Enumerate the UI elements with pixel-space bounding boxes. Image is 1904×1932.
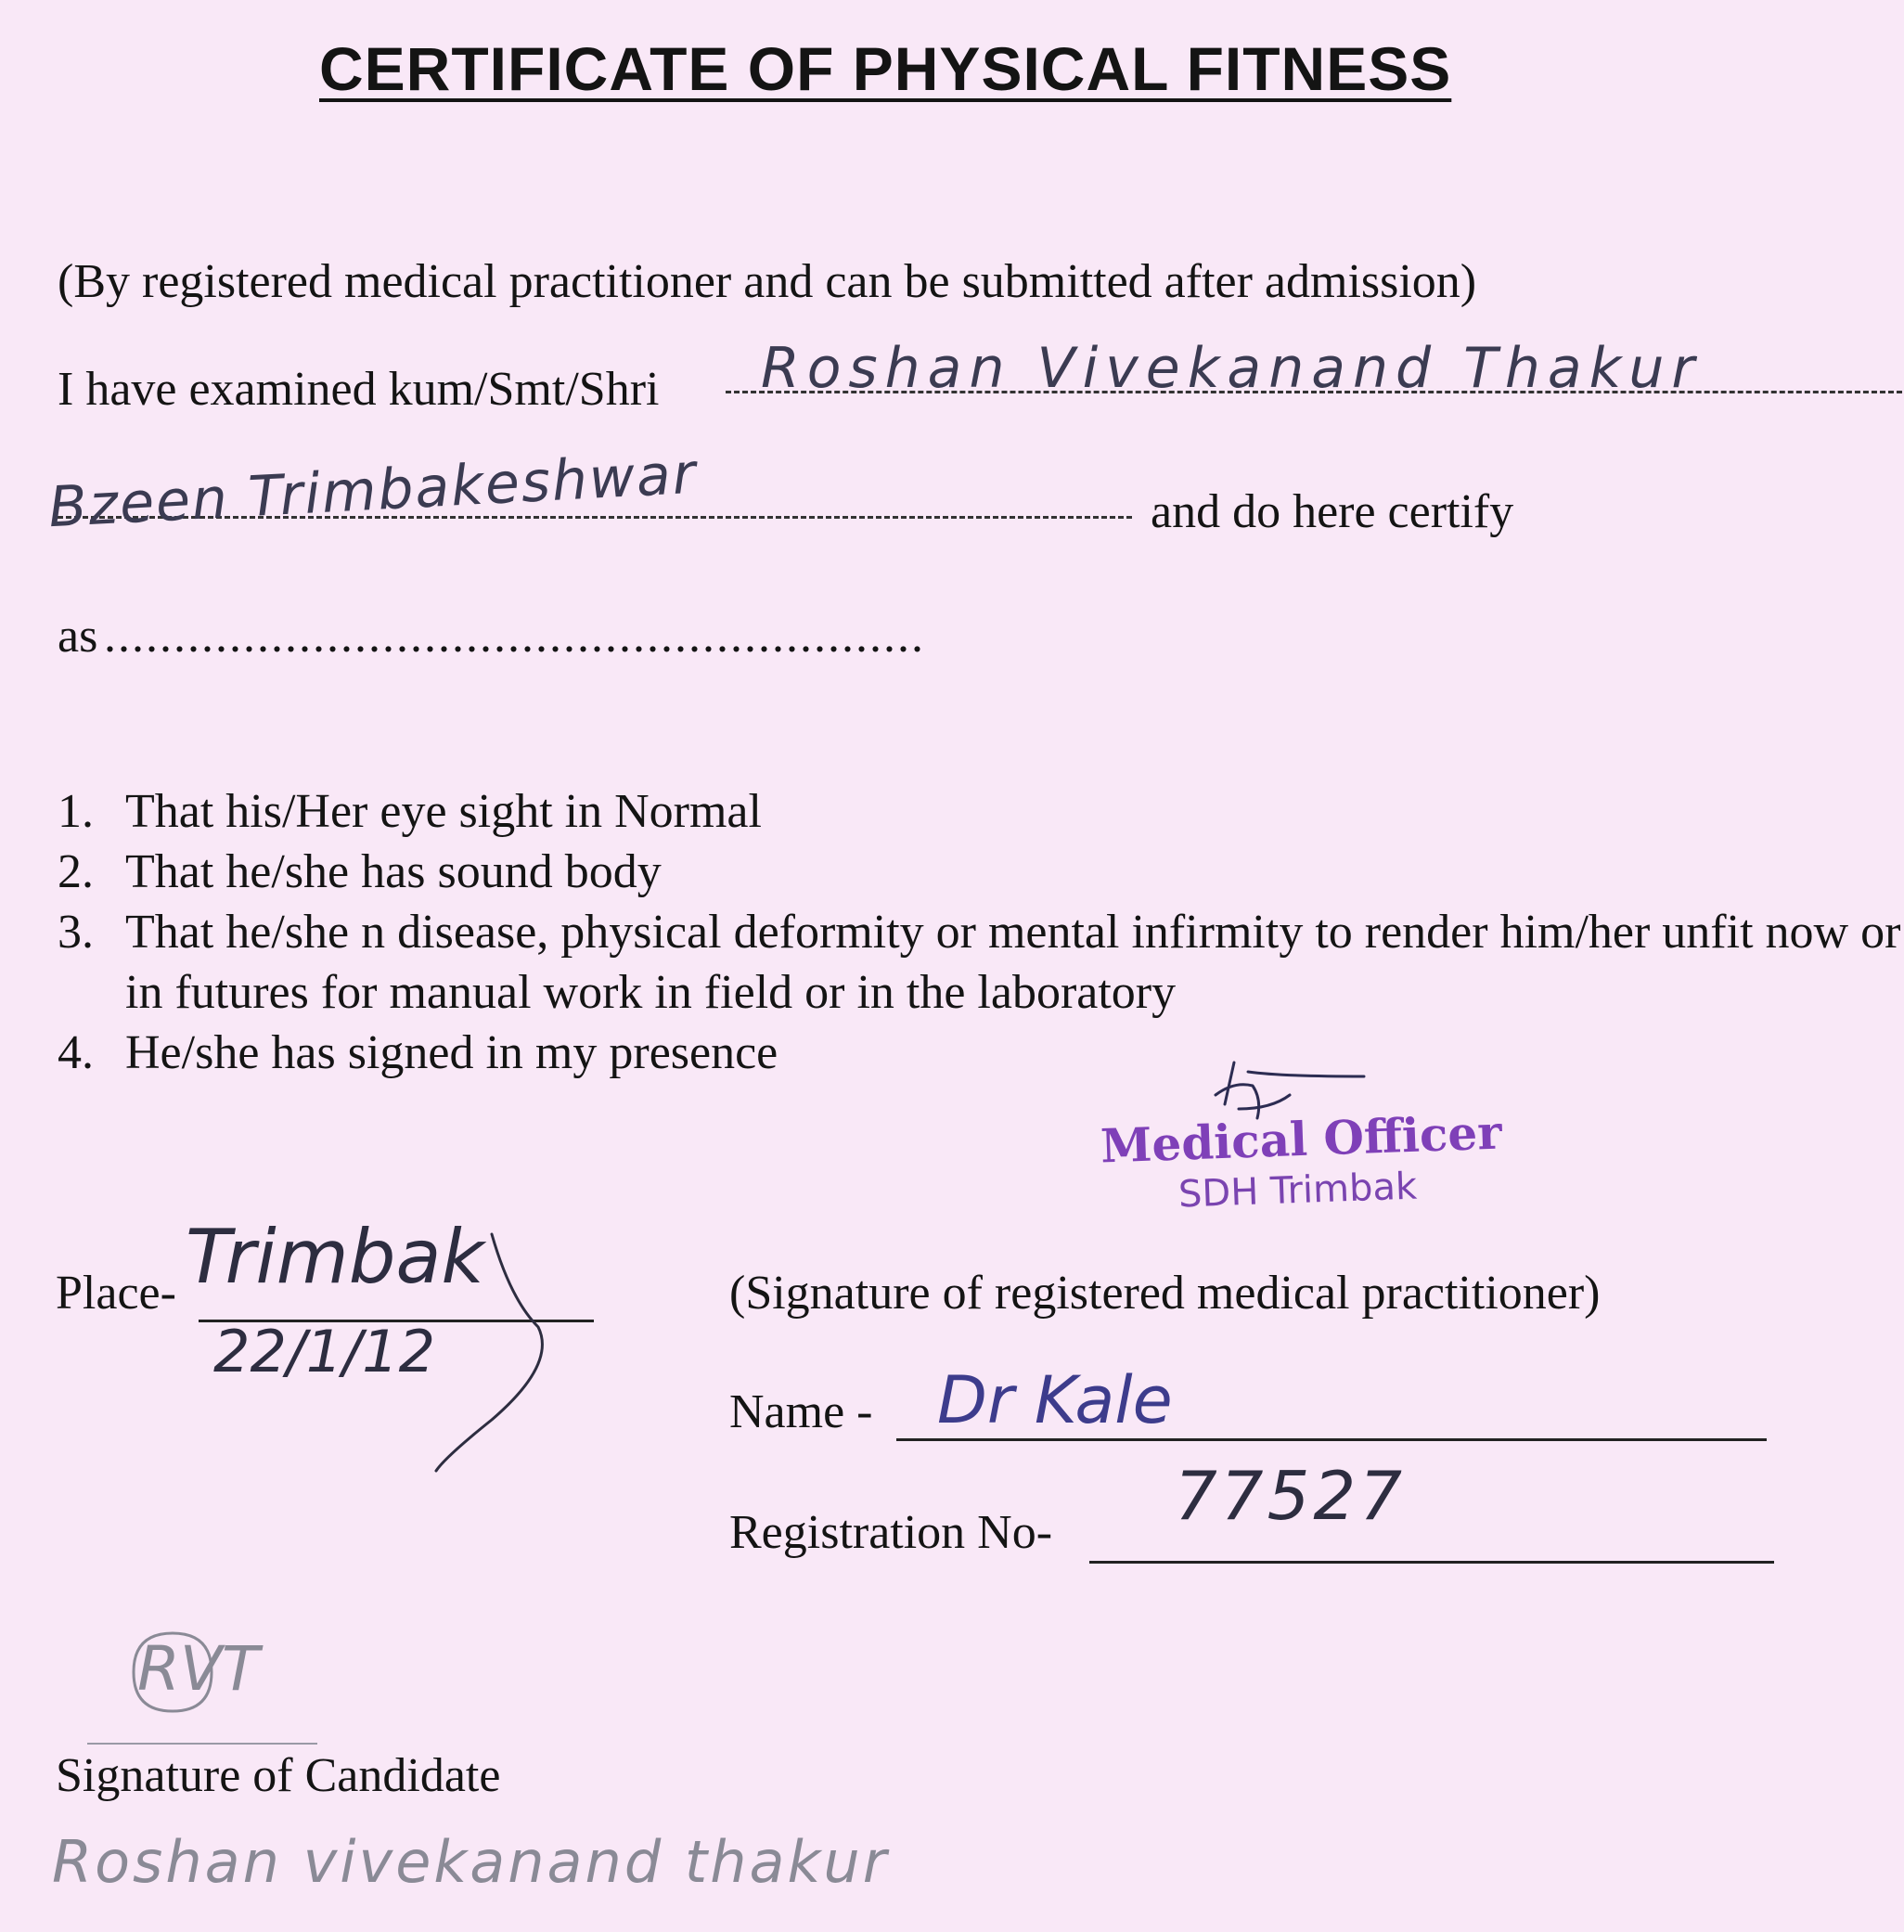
certificate-title: CERTIFICATE OF PHYSICAL FITNESS (319, 34, 1452, 103)
list-item-text: That he/she n disease, physical deformity or mental infirmity to render him/her unfit now or in futures for manual work in field or in the laboratory (125, 906, 1901, 1019)
candidate-name-handwritten: Roshan vivekanand thakur (52, 1828, 890, 1896)
place-handwritten: Trimbak (186, 1214, 484, 1300)
date-handwritten: 22/1/12 (213, 1318, 436, 1385)
list-item-number: 4. (58, 1026, 94, 1079)
name-label: Name - (729, 1385, 873, 1438)
address-handwritten: Bzeen Trimbakeshwar (46, 441, 700, 541)
list-item-number: 2. (58, 845, 94, 898)
candidate-signature-label: Signature of Candidate (56, 1749, 501, 1802)
list-item-text: He/she has signed in my presence (125, 1026, 778, 1079)
list-item-number: 1. (58, 785, 94, 838)
candidate-initials-circle (126, 1626, 219, 1719)
list-item-number: 3. (58, 906, 94, 959)
list-item-text: That his/Her eye sight in Normal (125, 785, 762, 838)
stamp-title: Medical Officer (1100, 1104, 1503, 1174)
stamp-subtitle: SDH Trimbak (1177, 1165, 1418, 1217)
registration-label: Registration No- (729, 1506, 1053, 1559)
as-dotted-line: ........................................................... (104, 610, 925, 663)
registration-line (1089, 1561, 1774, 1564)
examined-prefix: I have examined kum/Smt/Shri (58, 363, 660, 416)
candidate-signature-line (87, 1743, 317, 1745)
practitioner-signature-label: (Signature of registered medical practitioner) (729, 1267, 1601, 1320)
subtitle: (By registered medical practitioner and can be submitted after admission) (58, 255, 1477, 308)
as-label: as (58, 610, 98, 663)
name-handwritten: Dr Kale (937, 1362, 1173, 1438)
examined-name-handwritten: Roshan Vivekanand Thakur (761, 336, 1703, 401)
registration-handwritten: 77527 (1175, 1457, 1407, 1535)
list-item-text: That he/she has sound body (125, 845, 662, 898)
name-line (896, 1438, 1767, 1441)
place-label: Place- (56, 1267, 176, 1320)
certify-suffix: and do here certify (1151, 485, 1514, 538)
place-signature-flourish (353, 1225, 557, 1485)
candidate-initials-handwritten: RVT (137, 1633, 260, 1705)
